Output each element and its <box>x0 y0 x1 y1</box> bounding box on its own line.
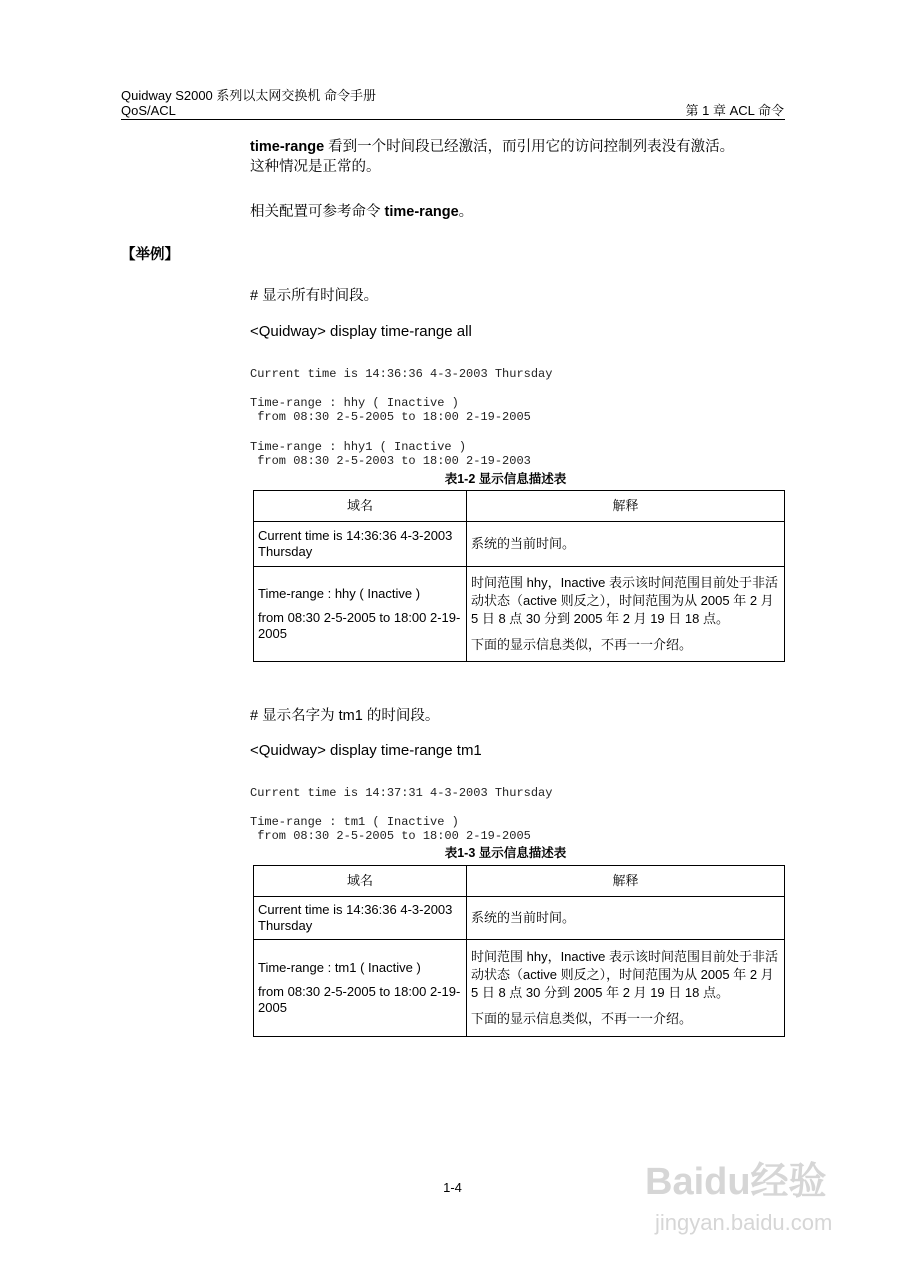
field-cell: Current time is 14:36:36 4-3-2003 Thursday <box>254 522 467 567</box>
page-number: 1-4 <box>443 1180 462 1195</box>
field-line: from 08:30 2-5-2005 to 18:00 2-19-2005 <box>258 984 461 1015</box>
field-line: Time-range : tm1 ( Inactive ) <box>258 960 421 975</box>
table2 <box>253 865 785 1037</box>
output-line: Current time is 14:36:36 4-3-2003 Thursday <box>250 366 553 381</box>
column-header-field: 域名 <box>254 491 467 522</box>
intro-text-line2: 这种情况是正常的。 <box>250 159 381 175</box>
description-line: 时间范围 hhy，Inactive 表示该时间范围目前处于非活动状态（active 则反之），时间范围为从 2005 年 2 月 5 日 8 点 30 分到 2005 年 2 月 19 日 18 点。 <box>471 949 778 1000</box>
field-line: from 08:30 2-5-2005 to 18:00 2-19-2005 <box>258 610 461 641</box>
output-line: Current time is 14:37:31 4-3-2003 Thursday <box>250 785 553 800</box>
table1 <box>253 490 785 662</box>
column-header-field: 域名 <box>254 866 467 897</box>
description-cell: 系统的当前时间。 <box>467 522 785 567</box>
table2-caption: 表1-3 显示信息描述表 <box>444 846 567 860</box>
table-row <box>254 567 785 662</box>
description-cell: 系统的当前时间。 <box>467 897 785 940</box>
output-line: from 08:30 2-5-2005 to 18:00 2-19-2005 <box>250 829 531 844</box>
output-line: from 08:30 2-5-2005 to 18:00 2-19-2005 <box>250 410 531 425</box>
field-cell <box>254 567 467 662</box>
related-prefix: 相关配置可参考命令 <box>250 204 385 220</box>
description-line: 下面的显示信息类似，不再一一介绍。 <box>471 637 693 652</box>
column-header-description: 解释 <box>467 866 785 897</box>
intro-paragraph-2 <box>250 202 790 222</box>
description-cell <box>467 567 785 662</box>
section-name: QoS/ACL <box>121 103 176 118</box>
table-row <box>254 897 785 940</box>
description-cell <box>467 940 785 1037</box>
field-cell: Current time is 14:36:36 4-3-2003 Thursday <box>254 897 467 940</box>
watermark-url: jingyan.baidu.com <box>655 1210 833 1235</box>
field-cell <box>254 940 467 1037</box>
output-line: Time-range : tm1 ( Inactive ) <box>250 814 459 829</box>
chapter-title: 第 1 章 ACL 命令 <box>685 103 784 118</box>
related-suffix: 。 <box>458 204 474 220</box>
document-title: Quidway S2000 系列以太网交换机 命令手册 <box>121 88 377 103</box>
intro-paragraph-1 <box>250 137 790 177</box>
example-heading: 【举例】 <box>121 247 179 263</box>
keyword-time-range: time-range <box>250 139 325 155</box>
baidu-jingyan-watermark-logo: Baidu经验 <box>645 1161 827 1203</box>
table-header-row <box>254 491 785 522</box>
description-line: 时间范围 hhy，Inactive 表示该时间范围目前处于非活动状态（active 则反之），时间范围为从 2005 年 2 月 5 日 8 点 30 分到 2005 年 2 月 19 日 18 点。 <box>471 575 778 626</box>
column-header-description: 解释 <box>467 491 785 522</box>
example1-comment: # 显示所有时间段。 <box>250 288 379 304</box>
table-row <box>254 522 785 567</box>
table1-caption: 表1-2 显示信息描述表 <box>444 472 567 486</box>
header-rule <box>121 119 785 120</box>
keyword-time-range-2: time-range <box>384 204 459 220</box>
example2-command: <Quidway> display time-range tm1 <box>250 742 482 759</box>
example1-output <box>250 352 552 483</box>
description-line: 下面的显示信息类似，不再一一介绍。 <box>471 1011 693 1026</box>
output-line: Time-range : hhy ( Inactive ) <box>250 395 459 410</box>
intro-text: 看到一个时间段已经激活，而引用它的访问控制列表没有激活。 <box>324 139 735 155</box>
example2-comment: # 显示名字为 tm1 的时间段。 <box>250 708 440 724</box>
table-row <box>254 940 785 1037</box>
output-line: Time-range : hhy1 ( Inactive ) <box>250 439 467 454</box>
output-line: from 08:30 2-5-2003 to 18:00 2-19-2003 <box>250 454 531 469</box>
table-header-row <box>254 866 785 897</box>
example1-command: <Quidway> display time-range all <box>250 323 472 340</box>
field-line: Time-range : hhy ( Inactive ) <box>258 586 421 601</box>
